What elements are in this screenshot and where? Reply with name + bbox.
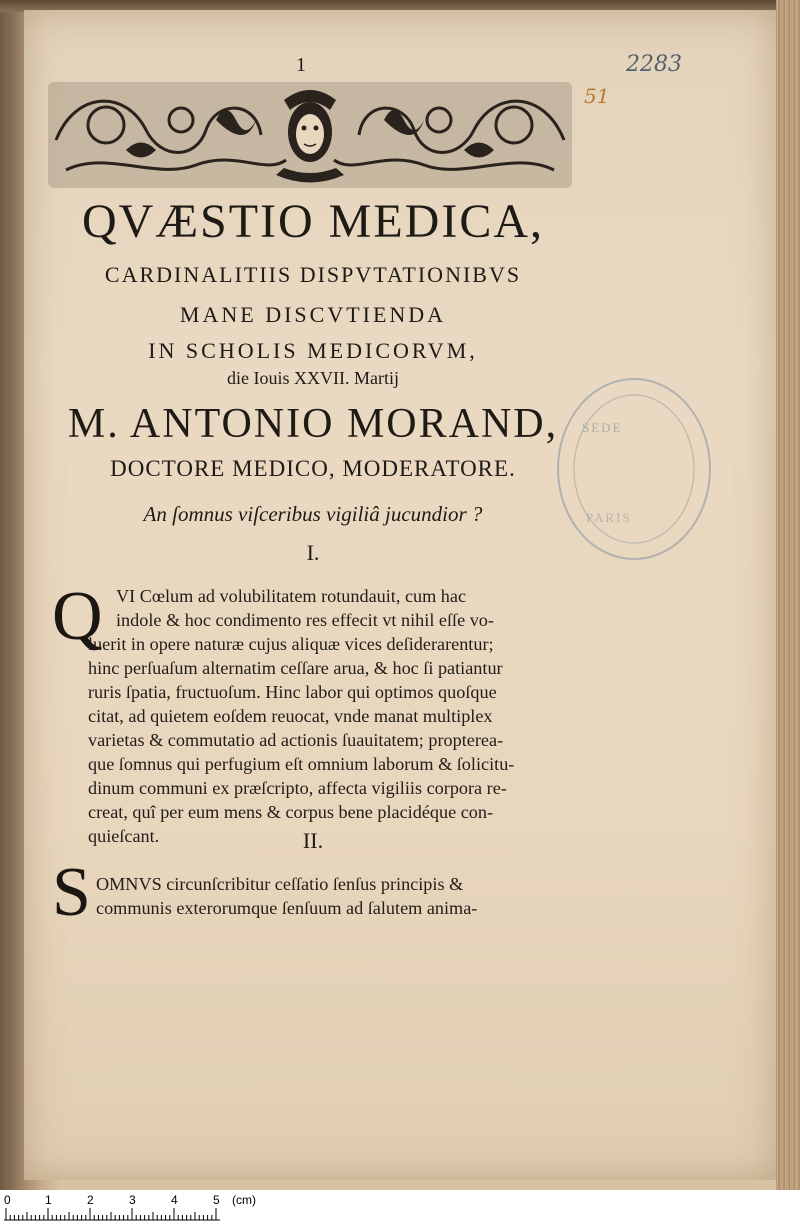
body-line: ruris ſpatia, fructuoſum. Hinc labor qui optimos quoſque	[88, 682, 497, 702]
body-line: quieſcant.	[88, 826, 160, 846]
disputation-question: An ſomnus viſceribus vigiliâ jucundior ?	[143, 502, 483, 526]
moderator-name: M. ANTONIO MORAND,	[67, 401, 559, 447]
library-stamp	[552, 372, 716, 566]
ruler-label-2: 2	[87, 1193, 94, 1207]
body-line: varietas & commutatio ad actionis ſuauitatem; propterea-	[88, 730, 504, 750]
ruler-label-3: 3	[129, 1193, 136, 1207]
handwritten-annotation: 51	[584, 84, 610, 108]
svg-text:SEDE: SEDE	[582, 420, 623, 435]
treatise-title: QVÆSTIO MEDICA,	[82, 195, 544, 248]
ruler-label-4: 4	[171, 1193, 178, 1207]
body-line: indole & hoc condimento res effecit vt nihil eſſe vo-	[116, 610, 494, 630]
body-line: OMNVS circunſcribitur ceſſatio ſenſus principis &	[96, 874, 464, 894]
body-line: luerit in opere naturæ cujus aliquæ vices deſiderarentur;	[88, 634, 494, 654]
measurement-ruler	[0, 1190, 800, 1228]
body-line: communis exterorumque ſenſuum ad ſalutem anima-	[96, 898, 478, 918]
dateline: die Iouis XXVII. Martij	[227, 368, 399, 388]
ruler-unit: (cm)	[232, 1193, 256, 1207]
body-line: dinum communi ex præſcripto, affecta vigiliis corpora re-	[88, 778, 507, 798]
subtitle-line-2: MANE DISCVTIENDA	[179, 302, 447, 327]
book-fore-edge	[776, 0, 800, 1190]
svg-text:PARIS: PARIS	[586, 510, 632, 525]
section-heading-2: II.	[302, 828, 324, 853]
body-line: VI Cœlum ad volubilitatem rotundauit, cum hac	[116, 586, 467, 606]
page-number: 1	[296, 54, 306, 76]
ruler-label-1: 1	[45, 1193, 52, 1207]
handwritten-shelf-number: 2283	[626, 52, 682, 77]
body-line: hinc perſuaſum alternatim ceſſare arua, & hoc ſi patiantur	[88, 658, 503, 678]
drop-cap-s: S	[52, 854, 91, 931]
body-line: creat, quî per eum mens & corpus bene placidéque con-	[88, 802, 494, 822]
ruler-label-0: 0	[4, 1193, 11, 1207]
subtitle-line-1: CARDINALITIIS DISPVTATIONIBVS	[104, 262, 522, 287]
subtitle-line-3: IN SCHOLIS MEDICORVM,	[148, 338, 478, 363]
drop-cap-q: Q	[52, 578, 103, 655]
section-heading-1: I.	[306, 540, 320, 565]
woodcut-headpiece-ornament	[46, 80, 574, 190]
body-line: citat, ad quietem eoſdem reuocat, vnde manat multiplex	[88, 706, 493, 726]
moderator-role: DOCTORE MEDICO, MODERATORE.	[110, 456, 516, 481]
body-line: que ſomnus qui perfugium eſt omnium laborum & ſolicitu-	[88, 754, 515, 774]
ruler-label-5: 5	[213, 1193, 220, 1207]
